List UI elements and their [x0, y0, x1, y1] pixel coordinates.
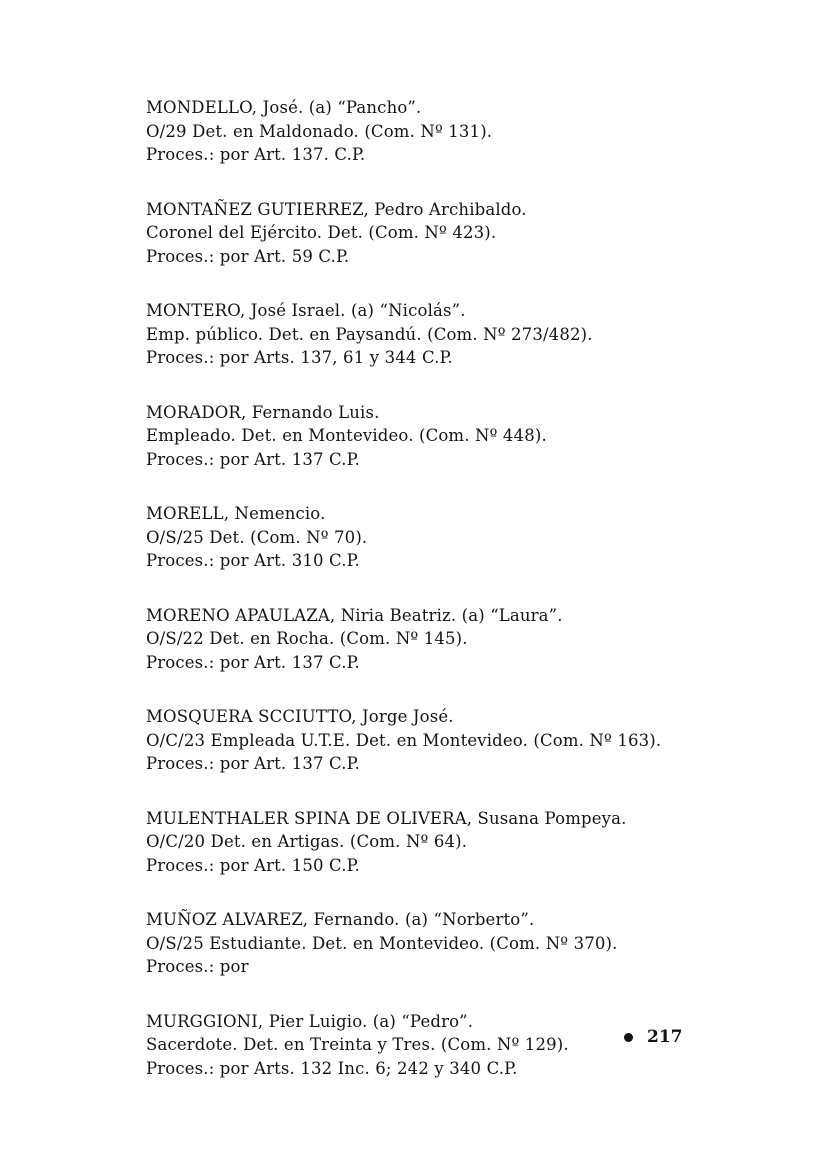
entry-name: MUÑOZ ALVAREZ, Fernando. (a) “Norberto”.	[146, 910, 535, 929]
page-number: 217	[647, 1027, 683, 1047]
entry-name: MORENO APAULAZA, Niria Beatriz. (a) “Laura”.	[146, 605, 563, 625]
entry-detail: O/C/23 Empleada U.T.E. Det. en Montevideo. (Com. Nº 163).	[146, 730, 662, 750]
entry-name: MONDELLO, José. (a) “Pancho”.	[146, 98, 422, 117]
entry	[146, 807, 766, 878]
entry-detail: Emp. público. Det. en Paysandú. (Com. Nº 273/482).	[146, 324, 593, 344]
entry-name: MULENTHALER SPINA DE OLIVERA, Susana Pompeya.	[146, 808, 627, 828]
entry	[146, 502, 766, 573]
entry-proces: Proces.: por Art. 137. C.P.	[146, 145, 366, 164]
entry-name: MONTERO, José Israel. (a) “Nicolás”.	[146, 301, 466, 320]
entry-name: MONTAÑEZ GUTIERREZ, Pedro Archibaldo.	[146, 199, 527, 219]
entry-proces: Proces.: por	[146, 957, 249, 976]
entry	[146, 908, 766, 979]
entry-detail: O/29 Det. en Maldonado. (Com. Nº 131).	[146, 121, 493, 141]
entry	[146, 198, 766, 269]
entry-name: MORELL, Nemencio.	[146, 504, 326, 523]
entry-detail: O/S/25 Estudiante. Det. en Montevideo. (Com. Nº 370).	[146, 933, 618, 953]
entry-proces: Proces.: por Art. 310 C.P.	[146, 551, 360, 570]
entry-detail: O/S/25 Det. (Com. Nº 70).	[146, 527, 368, 547]
entry-name: MURGGIONI, Pier Luigio. (a) “Pedro”.	[146, 1011, 474, 1031]
entry-proces: Proces.: por Art. 137 C.P.	[146, 754, 360, 773]
entry-list	[146, 96, 766, 1111]
entry-detail: O/S/22 Det. en Rocha. (Com. Nº 145).	[146, 629, 468, 648]
entry	[146, 705, 766, 776]
bullet-icon	[624, 1033, 633, 1042]
entry-proces: Proces.: por Art. 137 C.P.	[146, 652, 360, 672]
page-footer	[624, 1025, 683, 1049]
entry-detail: O/C/20 Det. en Artigas. (Com. Nº 64).	[146, 832, 468, 851]
entry	[146, 604, 766, 675]
entry-detail: Sacerdote. Det. en Treinta y Tres. (Com. Nº 129).	[146, 1035, 569, 1054]
entry	[146, 299, 766, 370]
entry	[146, 96, 766, 167]
entry-name: MORADOR, Fernando Luis.	[146, 402, 380, 422]
entry-proces: Proces.: por Art. 59 C.P.	[146, 246, 350, 266]
entry-name: MOSQUERA SCCIUTTO, Jorge José.	[146, 707, 454, 726]
entry-detail: Empleado. Det. en Montevideo. (Com. Nº 448).	[146, 426, 547, 445]
entry-proces: Proces.: por Arts. 132 Inc. 6; 242 y 340 C.P.	[146, 1058, 518, 1078]
entry-proces: Proces.: por Arts. 137, 61 y 344 C.P.	[146, 348, 453, 367]
entry-detail: Coronel del Ejército. Det. (Com. Nº 423).	[146, 223, 497, 242]
entry	[146, 401, 766, 472]
entry-proces: Proces.: por Art. 137 C.P.	[146, 449, 360, 469]
entry-proces: Proces.: por Art. 150 C.P.	[146, 855, 360, 875]
